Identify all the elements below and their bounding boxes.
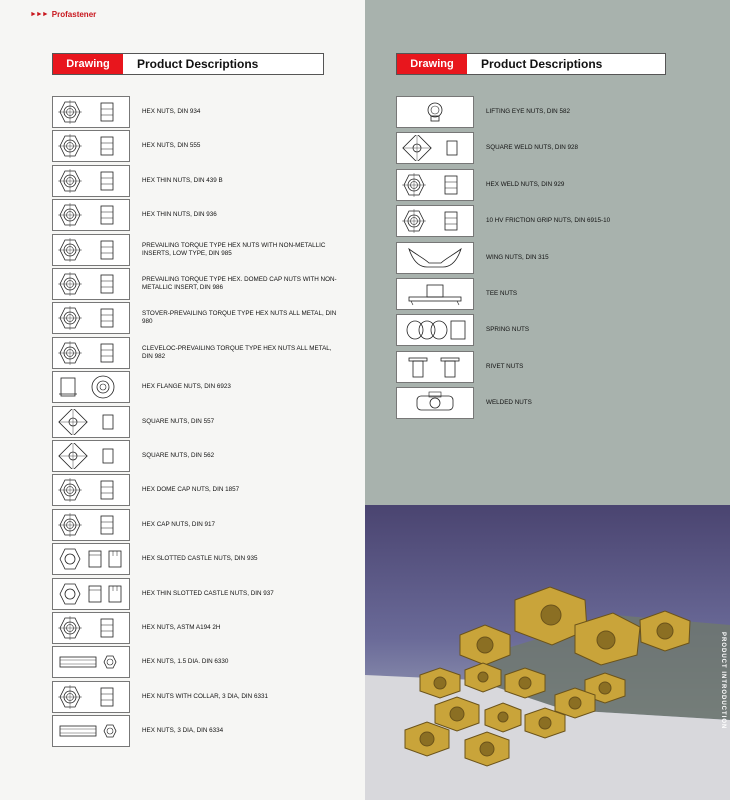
hex-nut-drawing	[52, 199, 130, 231]
hex-nut-drawing	[52, 302, 130, 334]
square-nut-drawing	[52, 406, 130, 438]
hex-nut-drawing	[52, 612, 130, 644]
left_items-label: SQUARE NUTS, DIN 557	[142, 417, 215, 425]
right-header-desc: Product Descriptions	[481, 57, 603, 71]
left_items-row	[52, 130, 342, 162]
left_items-label: HEX FLANGE NUTS, DIN 6923	[142, 383, 231, 391]
right_items-label: LIFTING EYE NUTS, DIN 582	[486, 108, 570, 115]
hex-nut-drawing	[396, 205, 474, 237]
right_items-label: RIVET NUTS	[486, 362, 524, 370]
brand-name: Profastener	[51, 10, 97, 19]
hex-nut-drawing	[52, 165, 130, 197]
right_items-label: HEX WELD NUTS, DIN 929	[486, 180, 565, 188]
left_items-label: HEX NUTS, DIN 555	[142, 142, 201, 150]
left_items-row	[52, 646, 342, 678]
right_items-label: 10 HV FRICTION GRIP NUTS, DIN 6915-10	[486, 217, 611, 225]
left_items-row	[52, 199, 342, 231]
right_items-row	[396, 205, 686, 237]
rivet-nut-drawing	[396, 351, 474, 383]
left_items-label: HEX NUTS, 3 DIA, DIN 6334	[142, 727, 224, 735]
hex-nut-drawing	[52, 234, 130, 266]
hex-nut-drawing	[52, 509, 130, 541]
spring-nut-drawing	[396, 314, 474, 346]
long-nut-drawing	[52, 715, 130, 747]
right_items-label: TEE NUTS	[486, 290, 518, 297]
weld-nut-drawing	[396, 387, 474, 419]
left_items-row	[52, 234, 342, 266]
right_items-label: SPRING NUTS	[486, 326, 530, 334]
left_items-row	[52, 681, 342, 713]
right-header-drawing: Drawing	[397, 54, 467, 74]
hex-nut-drawing	[52, 681, 130, 713]
hex-nut-drawing	[52, 337, 130, 369]
brand-arrows: ►►►	[30, 11, 48, 18]
left_items-label: HEX THIN NUTS, DIN 936	[142, 211, 217, 219]
left_items-row	[52, 96, 342, 128]
left_items-label: STOVER-PREVAILING TORQUE TYPE HEX NUTS ALL METAL, DIN 980	[142, 310, 337, 326]
left_items-label: HEX NUTS, DIN 934	[142, 108, 201, 115]
right_items-row	[396, 96, 686, 128]
hex-nut-drawing	[52, 130, 130, 162]
left_items-row	[52, 337, 342, 369]
left-header	[52, 53, 324, 75]
hex-nut-drawing	[52, 96, 130, 128]
left_items-label: CLEVELOC-PREVAILING TORQUE TYPE HEX NUTS ALL METAL, DIN 982	[142, 344, 332, 360]
eye-nut-drawing	[396, 96, 474, 128]
long-nut-drawing	[52, 646, 130, 678]
left_items-label: HEX NUTS, 1.5 DIA. DIN 6330	[142, 658, 229, 666]
left_items-label: HEX NUTS, ASTM A194 2H	[142, 624, 221, 631]
right_items-row	[396, 242, 686, 274]
square-nut-drawing	[396, 132, 474, 164]
nuts-photo-image	[365, 505, 730, 800]
left_items-row	[52, 715, 342, 747]
left_items-label: PREVAILING TORQUE TYPE HEX. DOMED CAP NUTS WITH NON-METALLIC INSERT, DIN 986	[142, 276, 337, 291]
left_items-row	[52, 165, 342, 197]
hex-nut-drawing	[52, 268, 130, 300]
left_items-label: HEX THIN NUTS, DIN 439 B	[142, 176, 223, 184]
left_items-row	[52, 406, 342, 438]
left_items-label: HEX DOME CAP NUTS, DIN 1857	[142, 486, 240, 494]
left_items-row	[52, 612, 342, 644]
right_items-row	[396, 351, 686, 383]
right_items-row	[396, 314, 686, 346]
left_items-row	[52, 268, 342, 300]
flange-nut-drawing	[52, 371, 130, 403]
wing-nut-drawing	[396, 242, 474, 274]
left_items-row	[52, 371, 342, 403]
right_items-label: SQUARE WELD NUTS, DIN 928	[486, 144, 579, 152]
left_items-label: HEX SLOTTED CASTLE NUTS, DIN 935	[142, 555, 258, 563]
right_items-label: WELDED NUTS	[486, 399, 532, 407]
hex-nut-drawing	[396, 169, 474, 201]
right-header	[396, 53, 666, 75]
right_items-label: WING NUTS, DIN 315	[486, 253, 549, 261]
left_items-label: SQUARE NUTS, DIN 562	[142, 452, 215, 459]
brand-logo	[30, 10, 96, 19]
square-nut-drawing	[52, 440, 130, 472]
right_items-row	[396, 387, 686, 419]
tee-nut-drawing	[396, 278, 474, 310]
right_items-row	[396, 132, 686, 164]
left_items-row	[52, 543, 342, 575]
left-header-desc: Product Descriptions	[137, 57, 259, 71]
castle-nut-drawing	[52, 543, 130, 575]
left_items-row	[52, 302, 342, 334]
left_items-label: HEX CAP NUTS, DIN 917	[142, 520, 216, 528]
left_items-row	[52, 440, 342, 472]
left_items-row	[52, 509, 342, 541]
hex-nut-drawing	[52, 474, 130, 506]
castle-nut-drawing	[52, 578, 130, 610]
right_items-row	[396, 169, 686, 201]
product-photo	[365, 505, 730, 800]
product-introduction-tag: PRODUCT INTRODUCTION	[720, 632, 726, 730]
left_items-label: HEX NUTS WITH COLLAR, 3 DIA, DIN 6331	[142, 692, 268, 700]
left_items-row	[52, 474, 342, 506]
left-header-drawing: Drawing	[53, 54, 123, 74]
right_items-row	[396, 278, 686, 310]
left_items-label: PREVAILING TORQUE TYPE HEX NUTS WITH NON-METALLIC INSERTS, LOW TYPE, DIN 985	[142, 241, 326, 257]
left_items-label: HEX THIN SLOTTED CASTLE NUTS, DIN 937	[142, 589, 274, 597]
left_items-row	[52, 578, 342, 610]
